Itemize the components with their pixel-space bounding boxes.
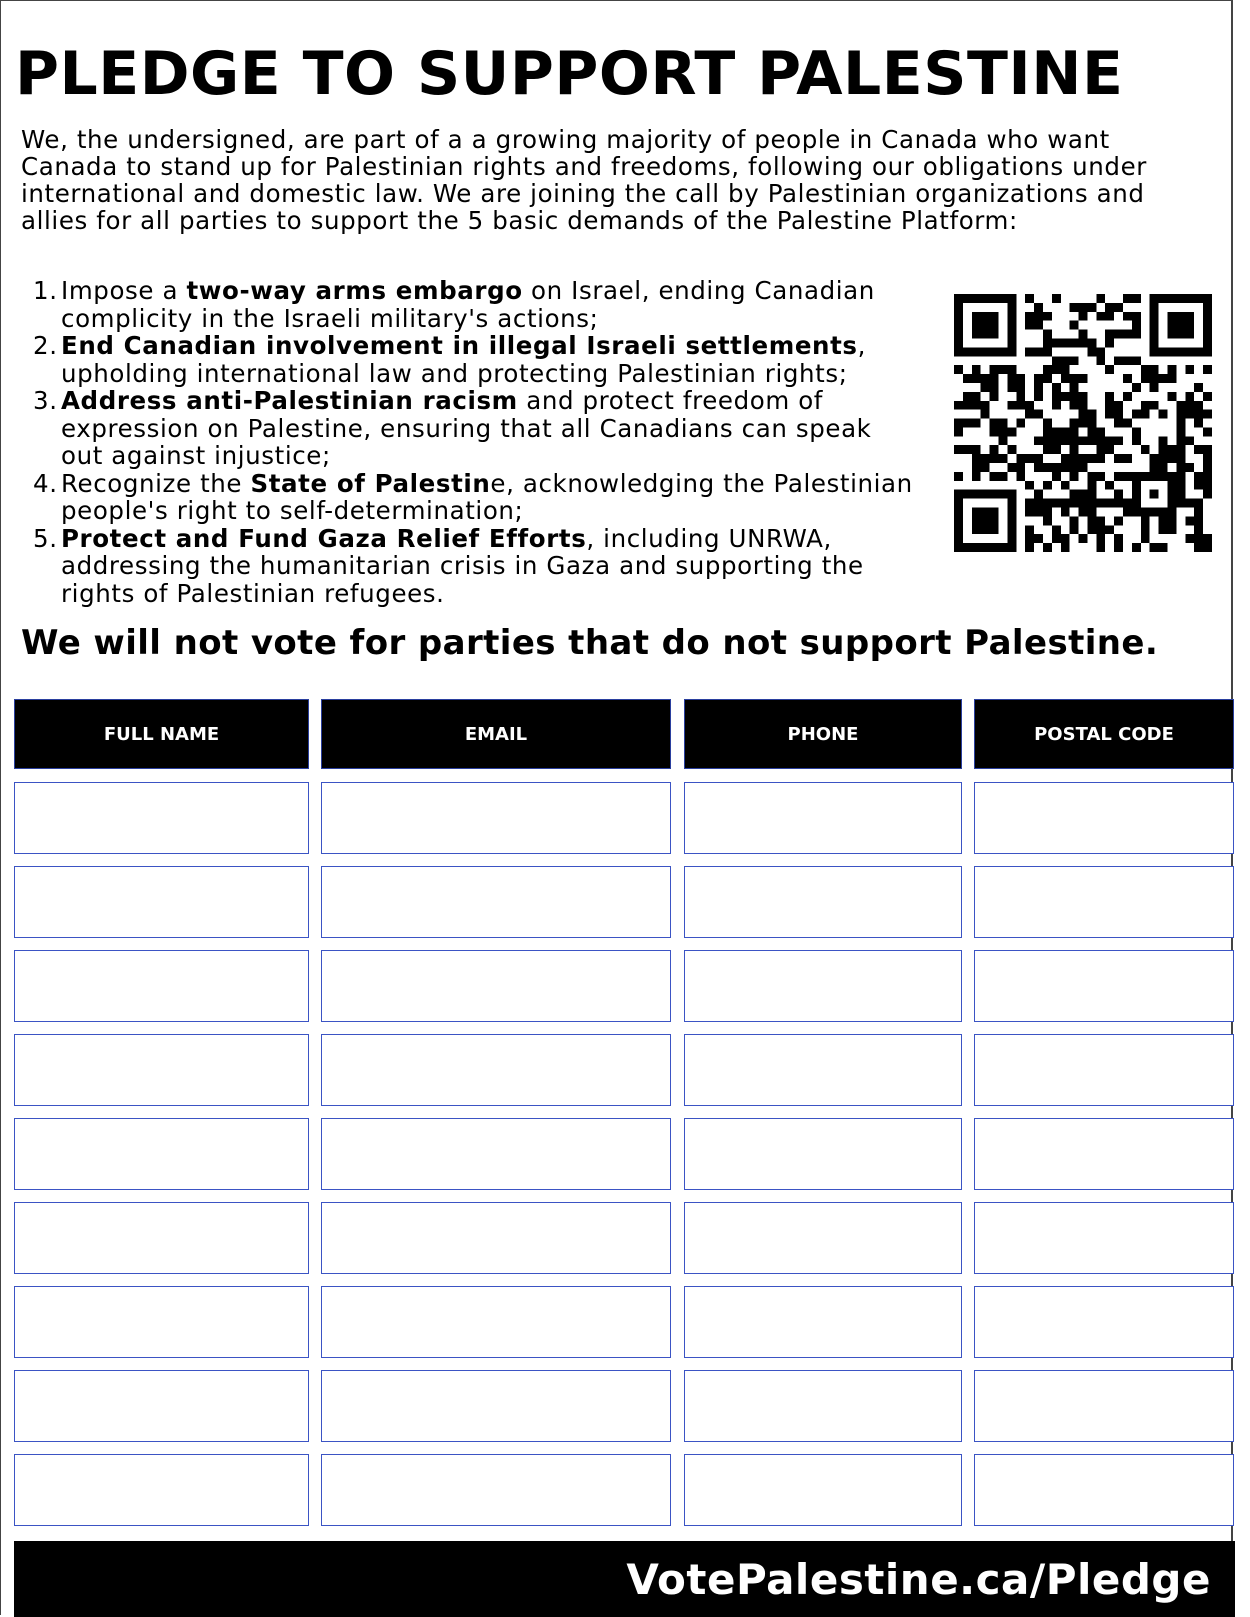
qr-code-icon[interactable] bbox=[954, 294, 1212, 552]
full-name-field[interactable] bbox=[14, 1454, 309, 1526]
email-field[interactable] bbox=[321, 950, 671, 1022]
postal-code-field[interactable] bbox=[974, 1454, 1234, 1526]
phone-field[interactable] bbox=[684, 950, 962, 1022]
postal-code-field[interactable] bbox=[974, 1118, 1234, 1190]
column-header-email: EMAIL bbox=[321, 699, 671, 769]
demand-number: 5. bbox=[33, 523, 58, 553]
demand-number: 3. bbox=[33, 386, 58, 415]
postal-code-field[interactable] bbox=[974, 1202, 1234, 1274]
postal-code-field[interactable] bbox=[974, 1286, 1234, 1358]
email-field[interactable] bbox=[321, 1286, 671, 1358]
email-field[interactable] bbox=[321, 782, 671, 854]
demands-list bbox=[21, 277, 921, 607]
phone-field[interactable] bbox=[684, 1202, 962, 1274]
full-name-field[interactable] bbox=[14, 950, 309, 1022]
demand-emphasis: Protect and Fund Gaza Relief Efforts bbox=[61, 523, 587, 553]
page-title: PLEDGE TO SUPPORT PALESTINE bbox=[15, 39, 1124, 109]
postal-code-field[interactable] bbox=[974, 1034, 1234, 1106]
postal-code-field[interactable] bbox=[974, 866, 1234, 938]
demand-emphasis: State of Palestin bbox=[250, 468, 491, 498]
demand-item: 4. Recognize the State of Palestine, acknowledging the Palestinian people's right to self-determination; bbox=[33, 468, 913, 525]
demand-number: 4. bbox=[33, 468, 58, 498]
footer-url[interactable]: VotePalestine.ca/Pledge bbox=[14, 1541, 1235, 1617]
demand-item: 5. Protect and Fund Gaza Relief Efforts, including UNRWA, addressing the humanitarian crisis in Gaza and supporting the rights of Palestinian refugees. bbox=[33, 523, 864, 608]
postal-code-field[interactable] bbox=[974, 782, 1234, 854]
phone-field[interactable] bbox=[684, 782, 962, 854]
pledge-tagline: We will not vote for parties that do not support Palestine. bbox=[21, 623, 1159, 663]
email-field[interactable] bbox=[321, 1034, 671, 1106]
demand-item: 1. Impose a two-way arms embargo on Israel, ending Canadian complicity in the Israeli military's actions; bbox=[33, 276, 875, 333]
email-field[interactable] bbox=[321, 1202, 671, 1274]
intro-paragraph: We, the undersigned, are part of a a growing majority of people in Canada who want Canada to stand up for Palestinian rights and freedoms, following our obligations under international and domestic law. We are joining the call by Palestinian organizations and allies for all parties to support the 5 basic demands of the Palestine Platform: bbox=[21, 125, 1147, 235]
email-field[interactable] bbox=[321, 1454, 671, 1526]
email-field[interactable] bbox=[321, 1118, 671, 1190]
phone-field[interactable] bbox=[684, 1286, 962, 1358]
column-header-full-name: FULL NAME bbox=[14, 699, 309, 769]
demand-emphasis: End Canadian involvement in illegal Israeli settlements bbox=[61, 331, 858, 360]
email-field[interactable] bbox=[321, 1370, 671, 1442]
demand-number: 2. bbox=[33, 331, 58, 360]
full-name-field[interactable] bbox=[14, 1370, 309, 1442]
full-name-field[interactable] bbox=[14, 1202, 309, 1274]
demand-emphasis: two-way arms embargo bbox=[186, 276, 523, 305]
full-name-field[interactable] bbox=[14, 1034, 309, 1106]
demand-item: 2. End Canadian involvement in illegal Israeli settlements, upholding international law and protecting Palestinian rights; bbox=[33, 331, 866, 388]
phone-field[interactable] bbox=[684, 866, 962, 938]
email-field[interactable] bbox=[321, 866, 671, 938]
phone-field[interactable] bbox=[684, 1118, 962, 1190]
postal-code-field[interactable] bbox=[974, 950, 1234, 1022]
demand-number: 1. bbox=[33, 276, 58, 305]
demand-item: 3. Address anti-Palestinian racism and protect freedom of expression on Palestine, ensuring that all Canadians can speak out against injustice; bbox=[33, 386, 872, 470]
phone-field[interactable] bbox=[684, 1370, 962, 1442]
phone-field[interactable] bbox=[684, 1454, 962, 1526]
phone-field[interactable] bbox=[684, 1034, 962, 1106]
postal-code-field[interactable] bbox=[974, 1370, 1234, 1442]
full-name-field[interactable] bbox=[14, 866, 309, 938]
demand-emphasis: Address anti-Palestinian racism bbox=[61, 386, 518, 415]
full-name-field[interactable] bbox=[14, 782, 309, 854]
full-name-field[interactable] bbox=[14, 1118, 309, 1190]
full-name-field[interactable] bbox=[14, 1286, 309, 1358]
column-header-postal-code: POSTAL CODE bbox=[974, 699, 1234, 769]
column-header-phone: PHONE bbox=[684, 699, 962, 769]
